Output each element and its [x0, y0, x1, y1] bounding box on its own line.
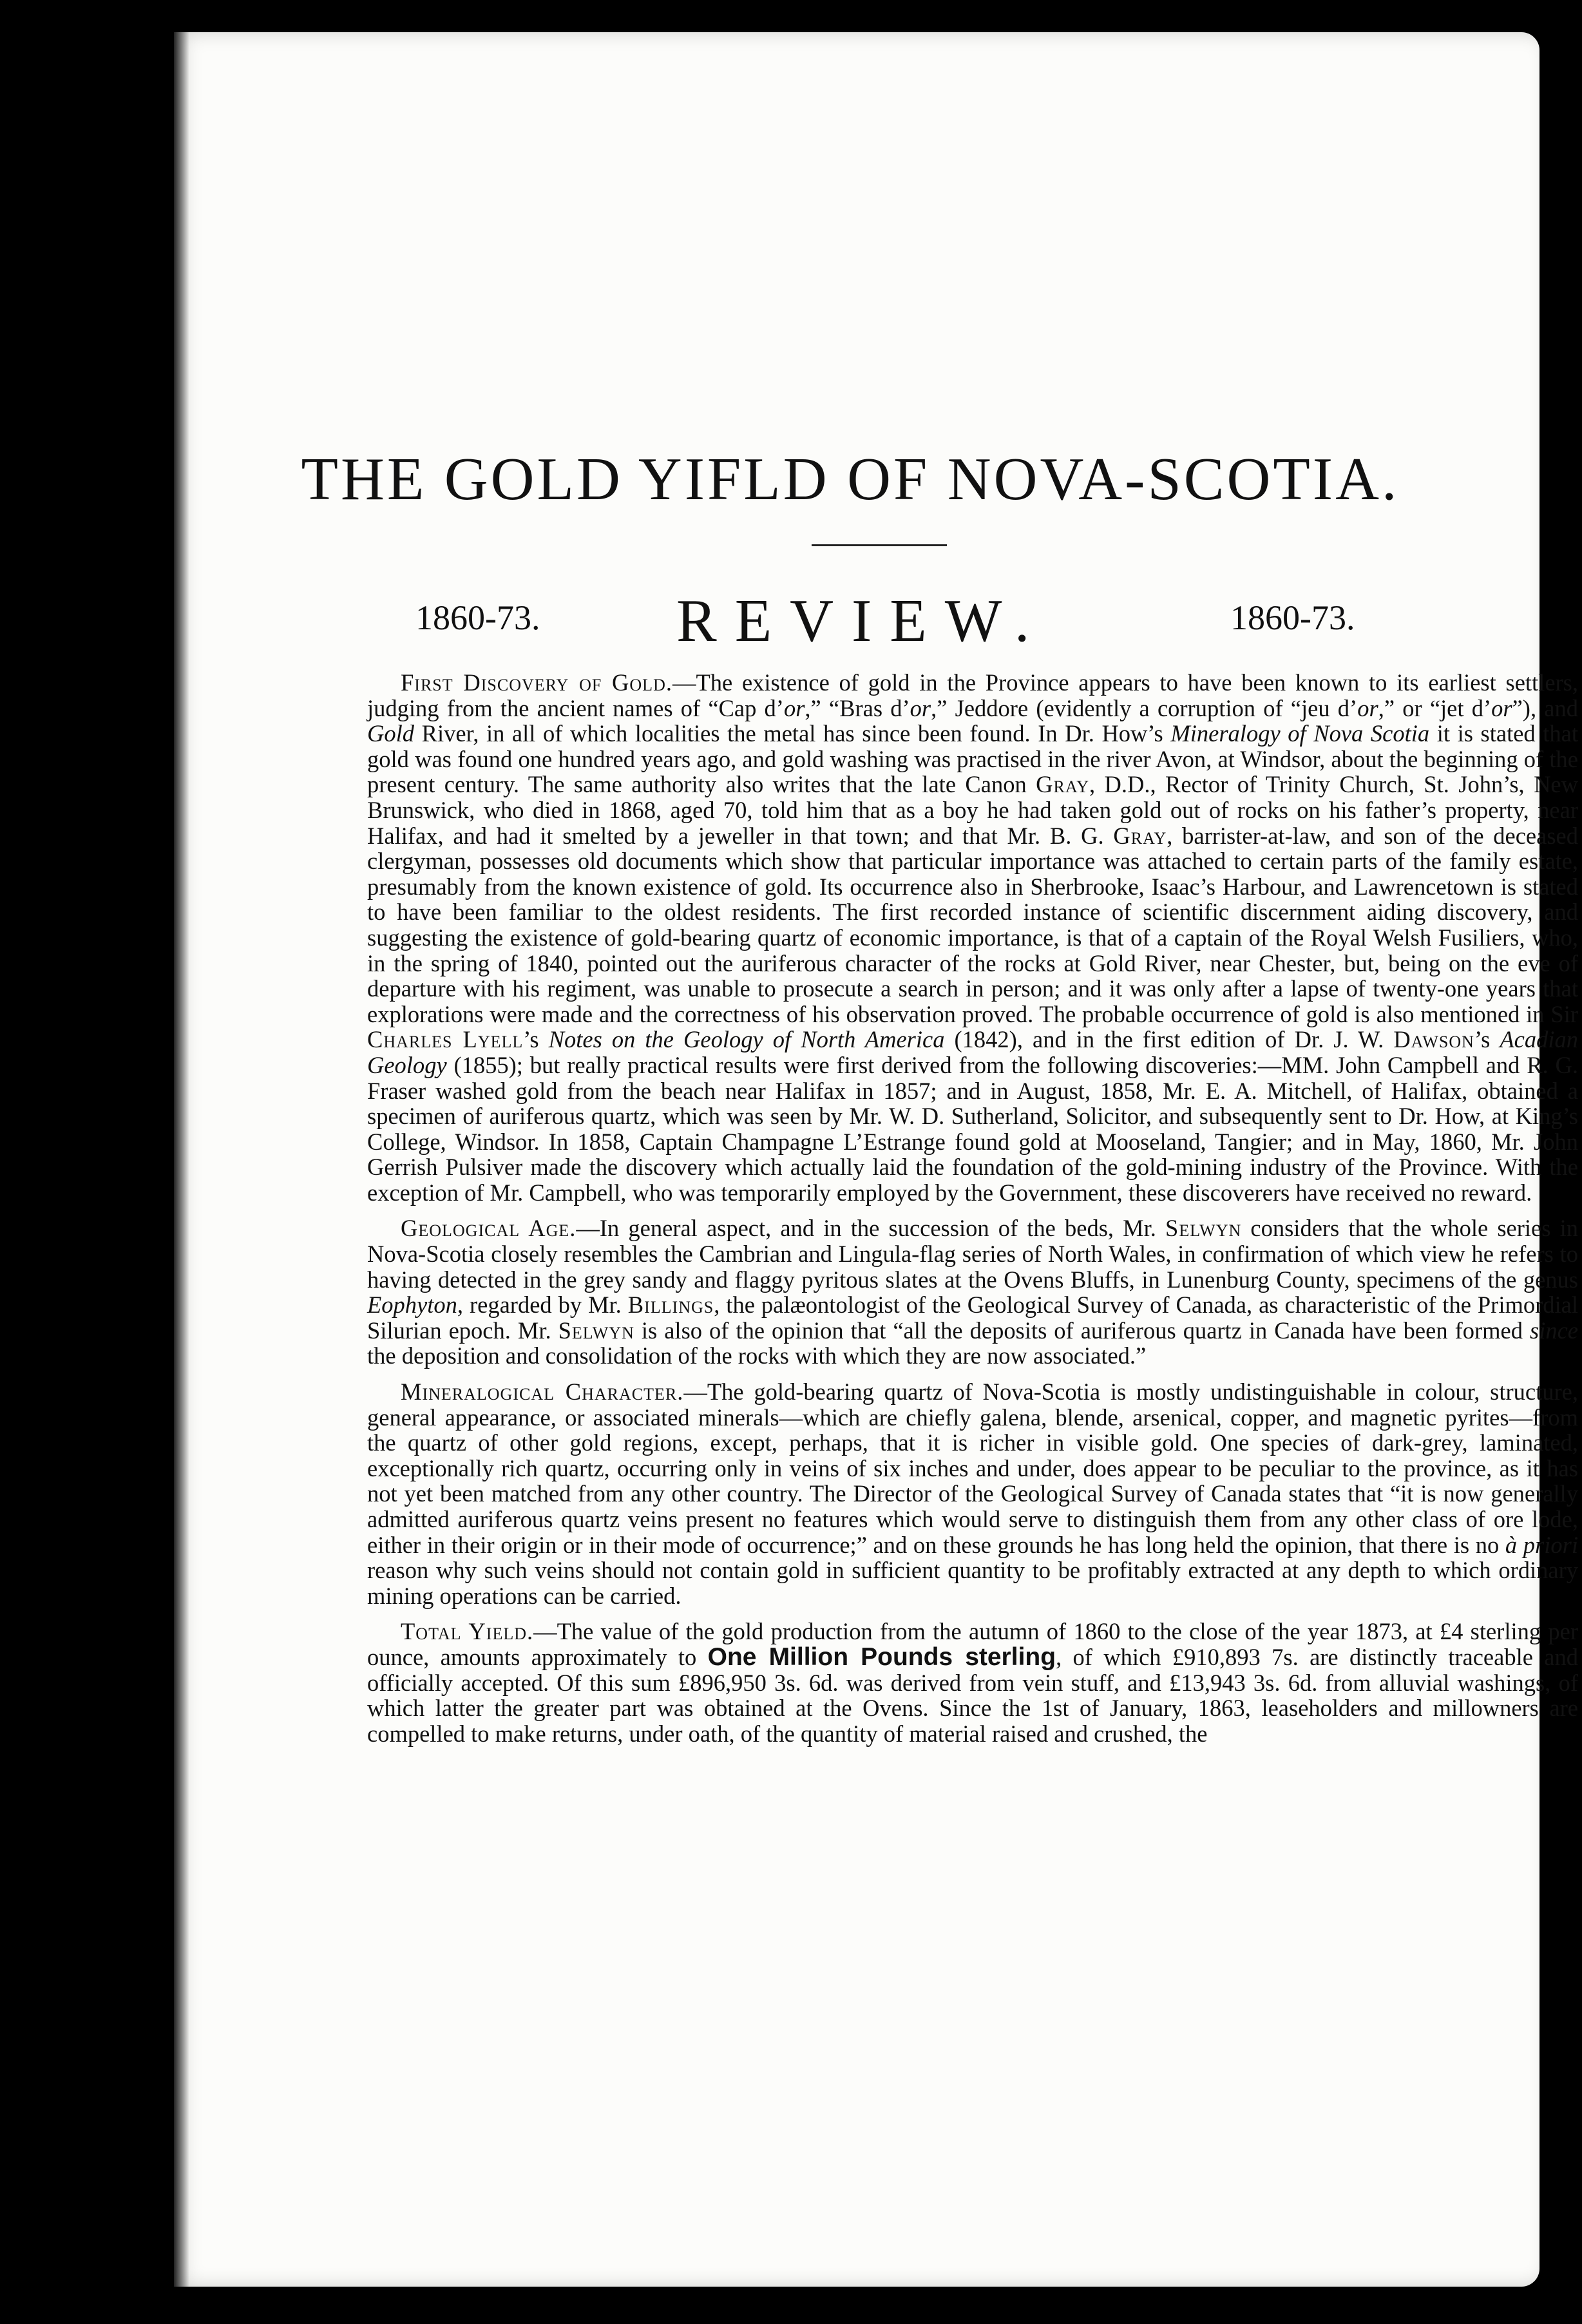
- paragraph-lead: Geological Age.: [401, 1215, 577, 1242]
- document-body: [367, 670, 1578, 1757]
- date-range-left: 1860-73.: [415, 598, 540, 637]
- section-heading-row: [174, 586, 1539, 657]
- date-range-right: 1860-73.: [1230, 598, 1355, 637]
- title-divider: [812, 544, 947, 546]
- paragraph-geological-age: Geological Age.—In general aspect, and in the succession of the beds, Mr. Selwyn considers that the whole series in Nova-Scotia closely resembles the Cambrian and Lingula-flag series of North Wales, in confirmation of which view he refers to having detected in the grey sandy and flaggy pyritous slates at the Ovens Bluffs, in Lunenburg County, specimens of the genus Eophyton, regarded by Mr. Billings, the palæontologist of the Geological Survey of Canada, as characteristic of the Primordial Silurian epoch. Mr. Selwyn is also of the opinion that “all the deposits of auriferous quartz in Canada have been formed since the deposition and consolidation of the rocks with which they are now associated.”: [367, 1215, 1579, 1369]
- document-page: [174, 32, 1579, 2287]
- paragraph-lead: First Discovery of Gold.: [401, 669, 672, 696]
- page-binding-shadow: [174, 32, 189, 2287]
- emphasis-total: One Million Pounds sterling: [707, 1643, 1056, 1671]
- paragraph-total-yield: Total Yield.—The value of the gold production from the autumn of 1860 to the close of the year 1873, at £4 sterling per ounce, amounts approximately to One Million Pounds sterling, of which £910,893 7s. are distinctly traceable and officially accepted. Of this sum £896,950 3s. 6d. was derived from vein stuff, and £13,943 3s. 6d. from alluvial washings, of which latter the greater part was obtained at the Ovens. Since the 1st of January, 1863, leaseholders and millowners are compelled to make returns, under oath, of the quantity of material raised and crushed, the: [367, 1618, 1579, 1747]
- paragraph-lead: Total Yield.: [401, 1618, 534, 1645]
- document-title: THE GOLD YIFLD OF NOVA-SCOTIA.: [301, 446, 1400, 513]
- paragraph-lead: Mineralogical Character.: [401, 1378, 684, 1405]
- section-heading: REVIEW.: [676, 587, 1048, 654]
- paragraph-first-discovery: First Discovery of Gold.—The existence of gold in the Province appears to have been known to its earliest settlers, judging from the ancient names of “Cap d’or,” “Bras d’or,” Jeddore (evidently a corruption of “jeu d’or,” or “jet d’or”), and Gold River, in all of which localities the metal has since been found. In Dr. How’s Mineralogy of Nova Scotia it is stated that gold was found one hundred years ago, and gold washing was practised in the river Avon, at Windsor, about the beginning of the present century. The same authority also writes that the late Canon Gray, D.D., Rector of Trinity Church, St. John’s, New Brunswick, who died in 1868, aged 70, told him that as a boy he had taken gold out of rocks on his father’s property, near Halifax, and had it smelted by a jeweller in that town; and that Mr. B. G. Gray, barrister-at-law, and son of the deceased clergyman, possesses old documents which show that particular importance was attached to certain parts of the family estate, presumably from the known existence of gold. Its occurrence also in Sherbrooke, Isaac’s Harbour, and Lawrencetown is stated to have been familiar to the oldest residents. The first recorded instance of scientific discernment aiding discovery, and suggesting the existence of gold-bearing quartz of economic importance, is that of a captain of the Royal Welsh Fusiliers, who, in the spring of 1840, pointed out the auriferous character of the rocks at Gold River, near Chester, but, being on the eve of departure with his regiment, was unable to prosecute a search in person; and it was only after a lapse of twenty-one years that explorations were made and the correctness of his observation proved. The probable occurrence of gold is also mentioned in Sir Charles Lyell’s Notes on the Geology of North America (1842), and in the first edition of Dr. J. W. Dawson’s Acadian Geology (1855); but really practical results were first derived from the following discoveries:—MM. John Campbell and R. G. Fraser washed gold from the beach near Halifax in 1857; and in August, 1858, Mr. E. A. Mitchell, of Halifax, obtained a specimen of auriferous quartz, which was seen by Mr. W. D. Sutherland, Solicitor, and subsequently sent to Dr. How, at King’s College, Windsor. In 1858, Captain Champagne L’Estrange found gold at Mooseland, Tangier; and in May, 1860, Mr. John Gerrish Pulsiver made the discovery which actually laid the foundation of the gold-mining industry of the Province. With the exception of Mr. Campbell, who was temporarily employed by the Government, these discoverers have received no reward.: [367, 669, 1579, 1206]
- paragraph-mineralogical-character: Mineralogical Character.—The gold-bearing quartz of Nova-Scotia is mostly undistinguishable in colour, structure, general appearance, or associated minerals—which are chiefly galena, blende, arsenical, copper, and magnetic pyrites—from the quartz of other gold regions, except, perhaps, that it is richer in visible gold. One species of dark-grey, laminated, exceptionally rich quartz, occurring only in veins of six inches and under, does appear to be peculiar to the province, as it has not yet been matched from any other country. The Director of the Geological Survey of Canada states that “it is now generally admitted auriferous quartz veins present no features which would serve to distinguish them from any other class of ore lode, either in their origin or in their mode of occurrence;” and on these grounds he has long held the opinion, that there is no à priori reason why such veins should not contain gold in sufficient quantity to be profitably extracted at any depth to which ordinary mining operations can be carried.: [367, 1378, 1578, 1609]
